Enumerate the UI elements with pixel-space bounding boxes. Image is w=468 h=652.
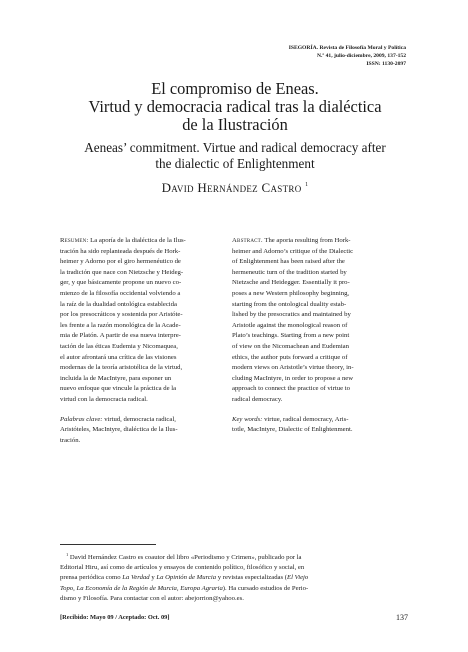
abstract-line: poses a new Western philosophy beginning, [232,289,350,297]
footnote-divider [60,544,156,545]
resumen-line: por los presocráticos y sostenida por Aristóte- [60,311,183,319]
resumen-line: Resumen: La aporía de la dialéctica de la Ilus- [60,237,186,244]
resumen-column [60,236,236,446]
resumen-line: mienzo de la filosofía occidental volviendo a [60,289,181,297]
author-footnote-mark: 1 [305,182,309,188]
abstract-label: Abstract. [232,237,263,244]
key-words-label: Key words: [232,415,263,423]
abstract-line: Aristotle against the monological reason of [232,321,348,329]
resumen-line: ger, y que básicamente propone un nuevo co- [60,279,182,287]
abstract-line: heimer and Adorno’s critique of the Dialectic [232,247,354,255]
resumen-label: Resumen: [60,237,89,244]
resumen-line: incluida la de MacIntyre, para esponer un [60,374,172,382]
palabras-clave-label: Palabras clave: [60,415,103,423]
title-es-line-1: El compromiso de Eneas. [151,79,319,98]
abstract-line: ethics, the author puts forward a critique of [232,353,348,361]
resumen-line: el autor afrontará una crítica de las visiones [60,353,177,361]
english-title [70,140,400,171]
abstract-line: Plato’s teachings. Starting from a new point [232,332,350,340]
abstract-line: starting from the ontological duality estab- [232,300,347,308]
resumen-line: la tradición que nace con Nietzsche y Heideg- [60,268,184,276]
title-en-line-1: Aeneas’ commitment. Virtue and radical democracy after [84,140,386,155]
resumen-line: nuevo enfoque que vincule la práctica de la [60,385,177,393]
abstract-line: Nietzsche and Heidegger. Essentially it pro- [232,279,350,287]
author-name: David Hernández Castro [161,180,302,195]
resumen-line: heimer y Adorno por el giro hermenéutico de [60,258,181,266]
resumen-line: la raíz de la dualidad ontológica establecida [60,300,177,308]
footnote-mark: 1 [66,552,69,557]
author-line [60,180,410,196]
resumen-line: mia de Platón. A partir de esa nueva interpre- [60,332,181,340]
abstract-line: approach to connect the practice of virtue to [232,385,350,393]
title-es-line-3: de la Ilustración [182,115,288,134]
spanish-title [60,80,410,134]
page-number: 137 [396,613,408,622]
abstract-line: of view on the Nicomachean and Eudemian [232,342,349,350]
key-words: Key words: virtue, radical democracy, Aris- totle, MacIntyre, Dialectic of Enlightenment. [232,415,353,434]
resumen-line: modernas de la teoría aristotélica de la virtud, [60,364,183,372]
abstract-column [232,236,408,436]
journal-issue: N.º 41, julio-diciembre, 2009, 137-152 [316,53,406,59]
journal-header [206,44,406,68]
palabras-clave: Palabras clave: virtud, democracia radical, Aristóteles, MacIntyre, dialéctica de la Ilus- tración. [60,415,178,444]
title-en-line-2: the dialectic of Enlightenment [155,155,315,171]
abstract-line: of Enlightenment has been raised after the [232,258,345,266]
resumen-line: tación de las éticas Eudemia y Nicomaquea, [60,342,178,350]
abstract-line: modern views on Aristotle’s virtue theory, in- [232,364,354,372]
journal-issn: ISSN: 1130-2097 [366,61,406,67]
abstract-line: Abstract. The aporia resulting from Hork- [232,237,351,244]
resumen-line: tración ha sido replanteada después de Hork- [60,247,181,255]
footnote: $^1$ David Hernández Castro es coautor del libro «Periodismo y Crimen», publicado por la Editorial Hiru, así como de artículos y ensayos de contenido político, filosófico y social, en prensa periódica como La Verdad y La Opinión de Murcia y revistas especializadas (El Viejo Topo, La Economía de la Región de Murcia, Europa Agraria). Ha cursado estudios de Perio- dismo y Filosofía. Para contactar con el autor: abejorrion@yahoo.es. [60,552,309,602]
resumen-line: virtud con la democracia radical. [60,395,148,403]
abstract-line: lished by the presocratics and maintained by [232,311,351,319]
abstract-line: cluding MacIntyre, in order to propose a new [232,374,354,382]
abstract-line: radical democracy. [232,395,283,403]
journal-name: ISEGORÍA. Revista de Filosofía Moral y Política [288,45,406,51]
received-accepted-dates: [Recibido: Mayo 09 / Aceptado: Oct. 09] [60,614,170,621]
title-es-line-2: Virtud y democracia radical tras la dialéctica [88,97,382,116]
resumen-line: les frente a la razón monológica de la Acade- [60,321,181,329]
abstract-line: hermeneutic turn of the tradition started by [232,268,347,276]
